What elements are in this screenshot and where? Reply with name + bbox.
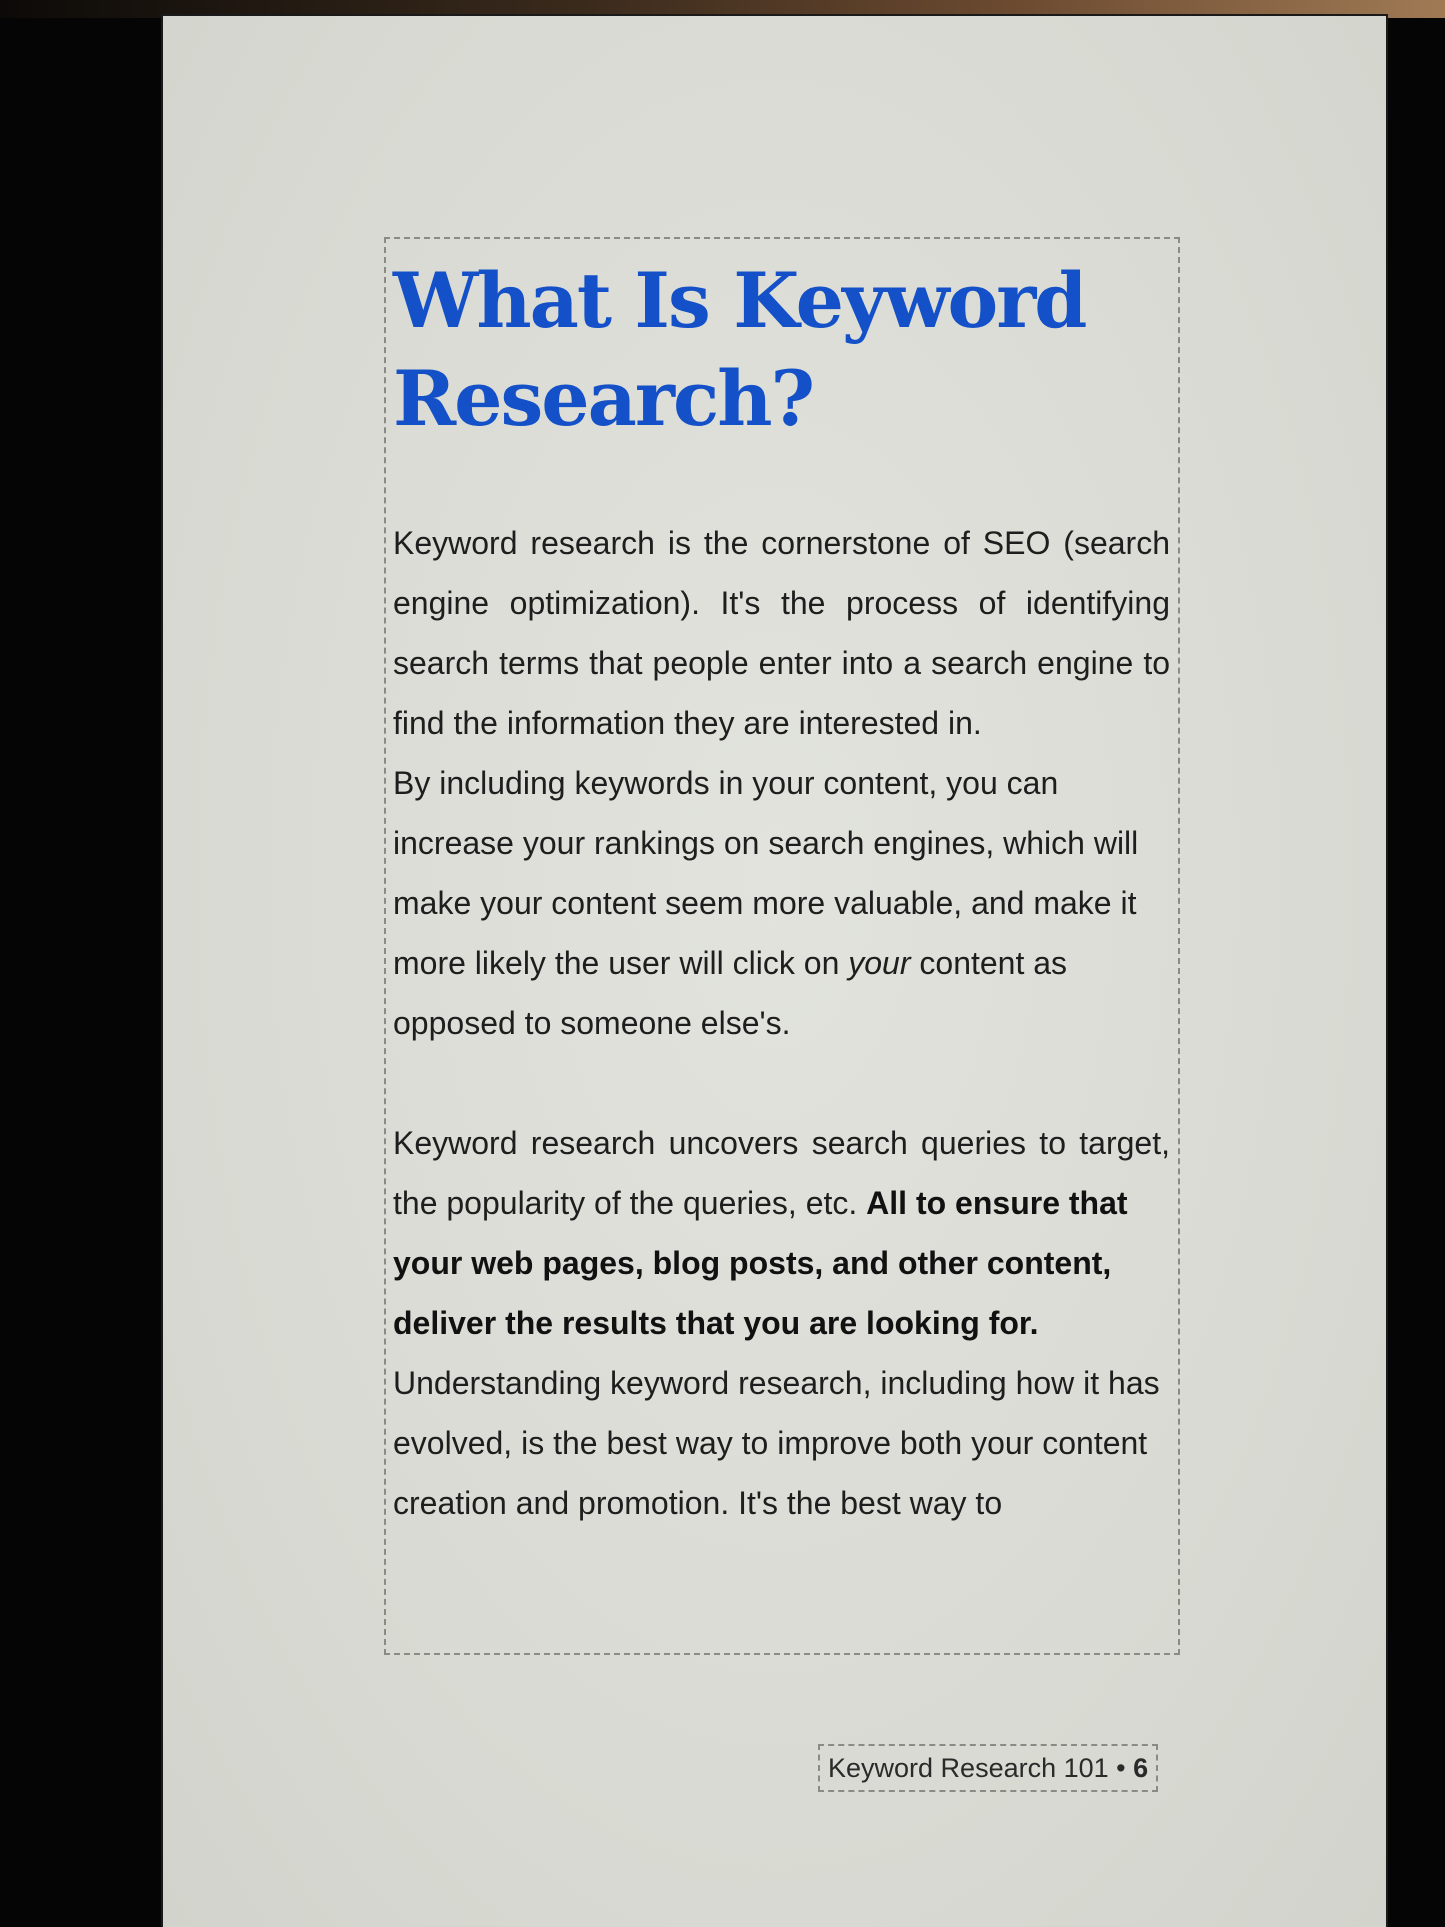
paragraph-keywords-benefit-start: By including keywords in your content, you can increase your rankings on search engines, which will make your content seem more valuable, and make it more likely the user will click on <box>393 765 1139 981</box>
paragraph-keywords-benefit <box>393 753 1170 1053</box>
page-number: 6 <box>1133 1753 1149 1783</box>
paragraph-uncovers-bold: All to ensure that <box>866 1185 1128 1221</box>
page-footer <box>818 1744 1158 1792</box>
emphasis-your: your <box>848 945 911 981</box>
body-text <box>393 513 1170 1533</box>
page-title: What Is Keyword Research? <box>393 256 1086 443</box>
paragraph-spacer <box>393 1053 1170 1113</box>
paragraph-keywords-benefit-end: content as opposed to someone else's. <box>393 945 1068 1041</box>
paragraph-results-bold: your web pages, blog posts, and other content, deliver the results that you are looking for. <box>393 1245 1112 1341</box>
footer-label: Keyword Research 101 • <box>828 1753 1126 1783</box>
paragraph-understanding: Understanding keyword research, including how it has evolved, is the best way to improve both your content creation and promotion. It's the best way to <box>393 1365 1160 1521</box>
paragraph-uncovers-text: Keyword research uncovers search queries to target, the popularity of the queries, etc. <box>393 1125 1170 1221</box>
paragraph-intro: Keyword research is the cornerstone of SEO (search engine optimization). It's the process of identifying search terms that people enter into a search engine to find the information they are interested in. <box>393 525 1170 741</box>
paragraph-uncovers <box>393 1113 1170 1233</box>
